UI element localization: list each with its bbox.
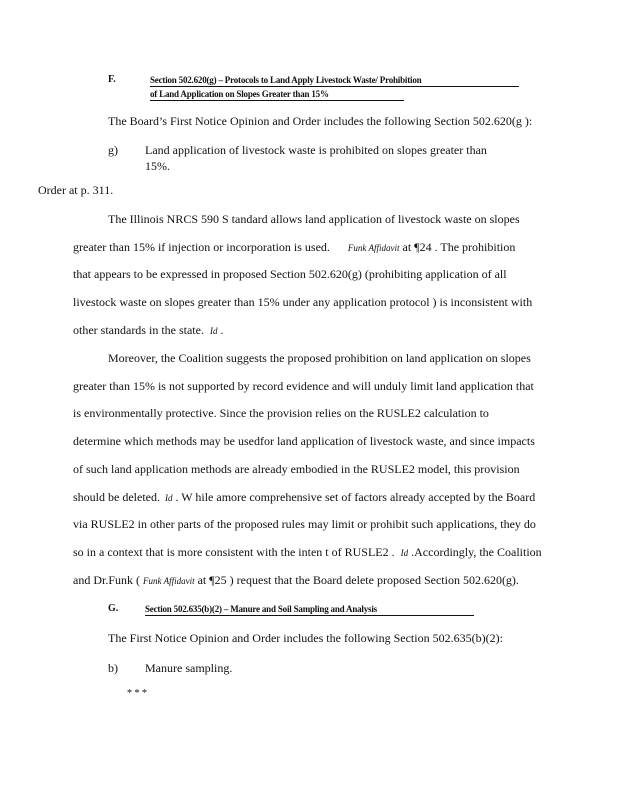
funk-affidavit-cite: Funk Affidavit [347, 243, 400, 253]
order-citation: Order at p. 311. [38, 183, 114, 197]
para2-line5: of such land application methods are already embodied in the RUSLE2 model, this provision [73, 462, 520, 476]
para2-line8-tail: .Accordingly, the Coalition [408, 545, 542, 559]
para1-line5-text: other standards in the state. [73, 323, 204, 337]
para2-line2: greater than 15% is not supported by record evidence and will unduly limit land application that [73, 379, 534, 393]
para1-line4: livestock waste on slopes greater than 15% under any application protocol ) is inconsistent with [73, 295, 533, 309]
para2-line8-text: so in a context that is more consistent with the inten t of RUSLE2 . [73, 545, 395, 559]
id-cite: Id [209, 326, 218, 336]
section-f-letter: F. [108, 74, 116, 85]
para2-line6-text: should be deleted. [73, 490, 160, 504]
para1-line5-tail: . [217, 323, 224, 337]
section-f-heading-underline-1 [150, 86, 519, 87]
para2-line9 [73, 573, 519, 588]
para2-line8 [73, 545, 542, 560]
funk-affidavit-cite: Funk Affidavit [143, 576, 195, 586]
para-g-intro: The First Notice Opinion and Order includes the following Section 502.635(b)(2): [108, 631, 503, 645]
item-g-text-line2: 15%. [145, 159, 170, 173]
section-g-letter: G. [108, 603, 119, 614]
para2-line1: Moreover, the Coalition suggests the proposed prohibition on land application on slopes [108, 351, 531, 365]
para1-line3: that appears to be expressed in proposed Section 502.620(g) (prohibiting application of all [73, 267, 507, 281]
para1-line1: The Illinois NRCS 590 S tandard allows land application of livestock waste on slopes [108, 212, 520, 226]
para1-line2 [73, 240, 515, 255]
ellipsis-stars: * * * [127, 688, 147, 699]
para1-line5 [73, 323, 223, 338]
para2-line9-text: and Dr.Funk ( [73, 573, 140, 587]
section-f-heading-underline-2 [150, 100, 404, 101]
para-f-intro: The Board’s First Notice Opinion and Order includes the following Section 502.620(g ): [108, 114, 533, 128]
item-g-label: g) [108, 143, 118, 157]
para1-line2-tail: at ¶24 . The prohibition [399, 240, 516, 254]
section-f-heading-line1: Section 502.620(g) – Protocols to Land Apply Livestock Waste/ Prohibition [150, 75, 422, 85]
id-cite: Id [400, 548, 409, 558]
para2-line6 [73, 490, 535, 505]
section-g-heading: Section 502.635(b)(2) – Manure and Soil Sampling and Analysis [145, 604, 377, 614]
item-b-label: b) [108, 661, 118, 675]
para1-line2-text: greater than 15% if injection or incorporation is used. [73, 240, 330, 254]
item-g-text-line1: Land application of livestock waste is prohibited on slopes greater than [145, 143, 487, 157]
id-cite: Id [164, 493, 173, 503]
para2-line4: determine which methods may be usedfor land application of livestock waste, and since impacts [73, 434, 535, 448]
section-f-heading-line2: of Land Application on Slopes Greater than 15% [150, 89, 329, 99]
para2-line9-tail: at ¶25 ) request that the Board delete proposed Section 502.620(g). [194, 573, 519, 587]
para2-line6-tail: . W hile amore comprehensive set of factors already accepted by the Board [172, 490, 536, 504]
para2-line7: via RUSLE2 in other parts of the proposed rules may limit or prohibit such applications, they do [73, 517, 536, 531]
item-b-text: Manure sampling. [145, 661, 233, 675]
section-g-heading-underline [145, 615, 474, 616]
para2-line3: is environmentally protective. Since the provision relies on the RUSLE2 calculation to [73, 406, 489, 420]
